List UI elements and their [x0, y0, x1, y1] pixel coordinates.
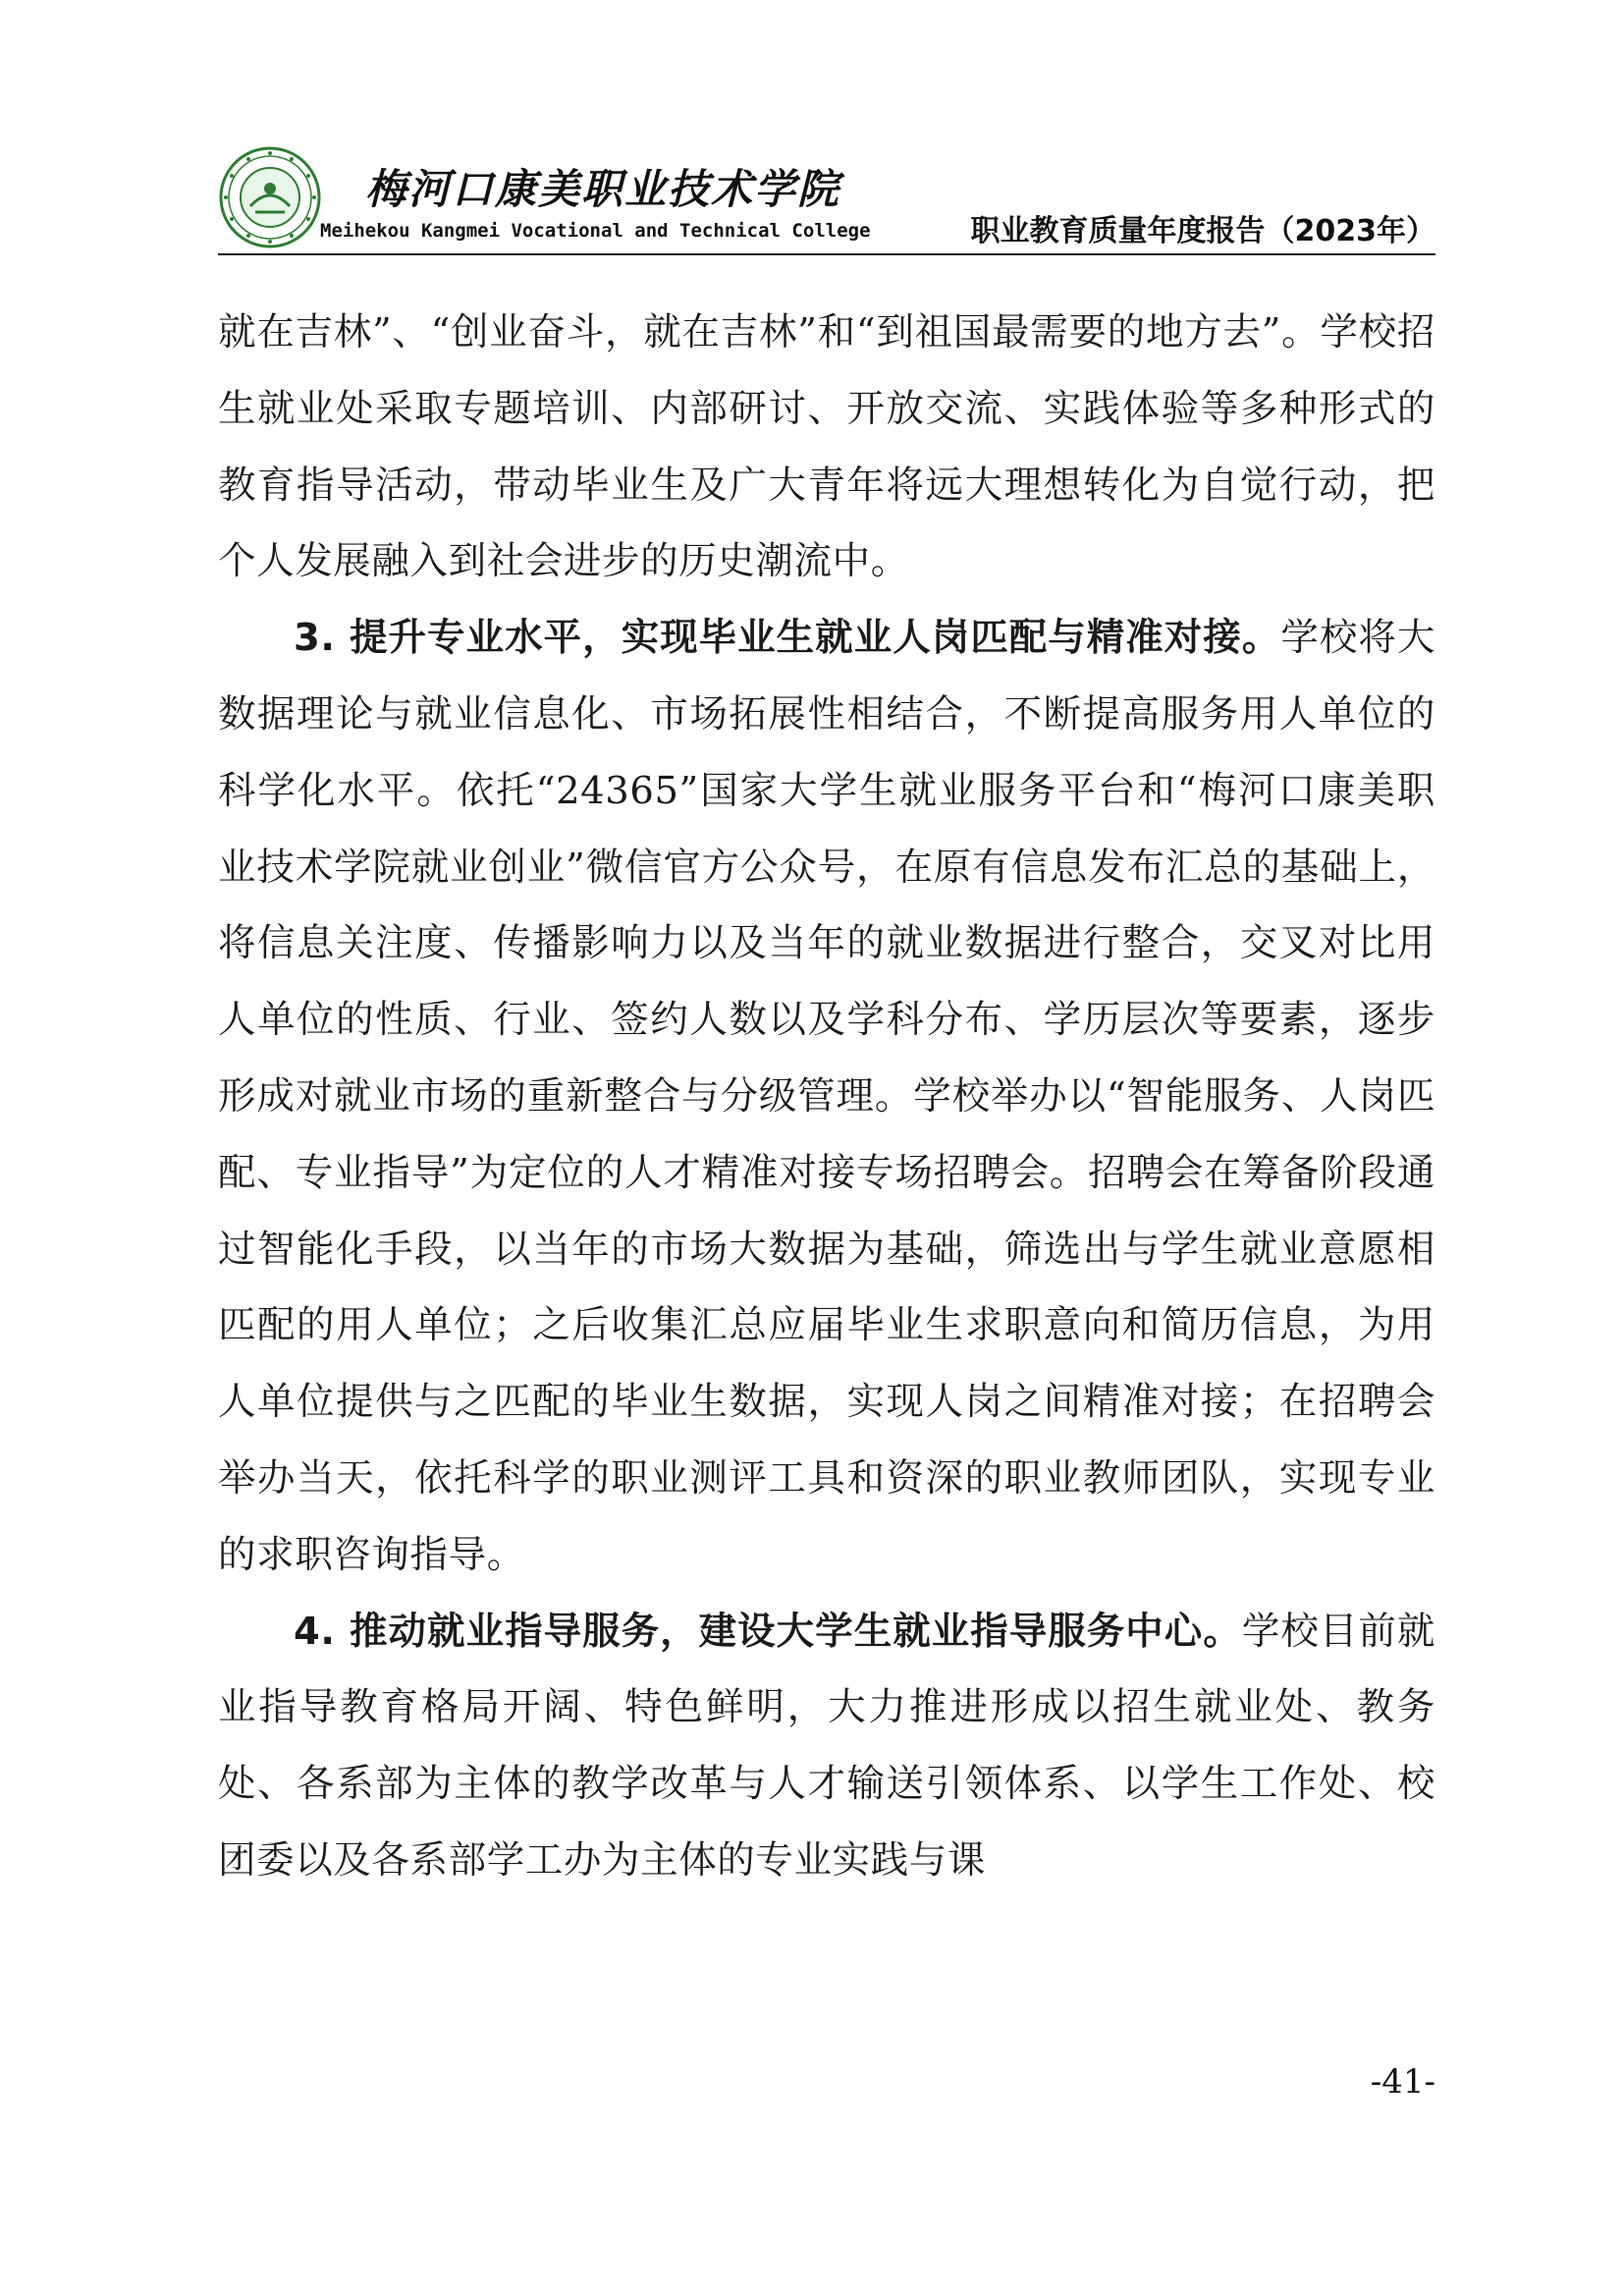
paragraph-2-heading: 3. 提升专业水平，实现毕业生就业人岗匹配与精准对接。 — [294, 616, 1281, 661]
page-header — [218, 145, 1435, 255]
paragraph-1-text: 就在吉林”、“创业奋斗，就在吉林”和“到祖国最需要的地方去”。学校招生就业处采取专题培训、内部研讨、开放交流、实践体验等多种形式的教育指导活动，带动毕业生及广大青年将远大理想转化为自觉行动，把个人发展融入到社会进步的历史潮流中。 — [218, 310, 1435, 584]
paragraph-3 — [218, 1594, 1435, 1899]
paragraph-3-text: 学校目前就业指导教育格局开阔、特色鲜明，大力推进形成以招生就业处、教务处、各系部为主体的教学改革与人才输送引领体系、以学生工作处、校团委以及各系部学工办为主体的专业实践与课 — [218, 1609, 1435, 1883]
body-text — [218, 295, 1435, 1899]
page-number: -41- — [1370, 2062, 1435, 2102]
college-emblem-icon — [218, 145, 322, 249]
school-name-cn: 梅河口康美职业技术学院 — [365, 165, 841, 213]
paragraph-3-heading: 4. 推动就业指导服务，建设大学生就业指导服务中心。 — [294, 1609, 1242, 1654]
header-divider — [218, 253, 1435, 255]
paragraph-2 — [218, 600, 1435, 1593]
school-name-en: Meihekou Kangmei Vocational and Technical College — [320, 220, 871, 242]
report-title: 职业教育质量年度报告（2023年） — [970, 214, 1435, 248]
paragraph-2-text: 学校将大数据理论与就业信息化、市场拓展性相结合，不断提高服务用人单位的科学化水平。依托“24365”国家大学生就业服务平台和“梅河口康美职业技术学院就业创业”微信官方公众号，在原有信息发布汇总的基础上，将信息关注度、传播影响力以及当年的就业数据进行整合，交叉对比用人单位的性质、行业、签约人数以及学科分布、学历层次等要素，逐步形成对就业市场的重新整合与分级管理。学校举办以“智能服务、人岗匹配、专业指导”为定位的人才精准对接专场招聘会。招聘会在筹备阶段通过智能化手段，以当年的市场大数据为基础，筛选出与学生就业意愿相匹配的用人单位；之后收集汇总应届毕业生求职意向和简历信息，为用人单位提供与之匹配的毕业生数据，实现人岗之间精准对接；在招聘会举办当天，依托科学的职业测评工具和资深的职业教师团队，实现专业的求职咨询指导。 — [218, 616, 1435, 1577]
paragraph-1 — [218, 295, 1435, 600]
